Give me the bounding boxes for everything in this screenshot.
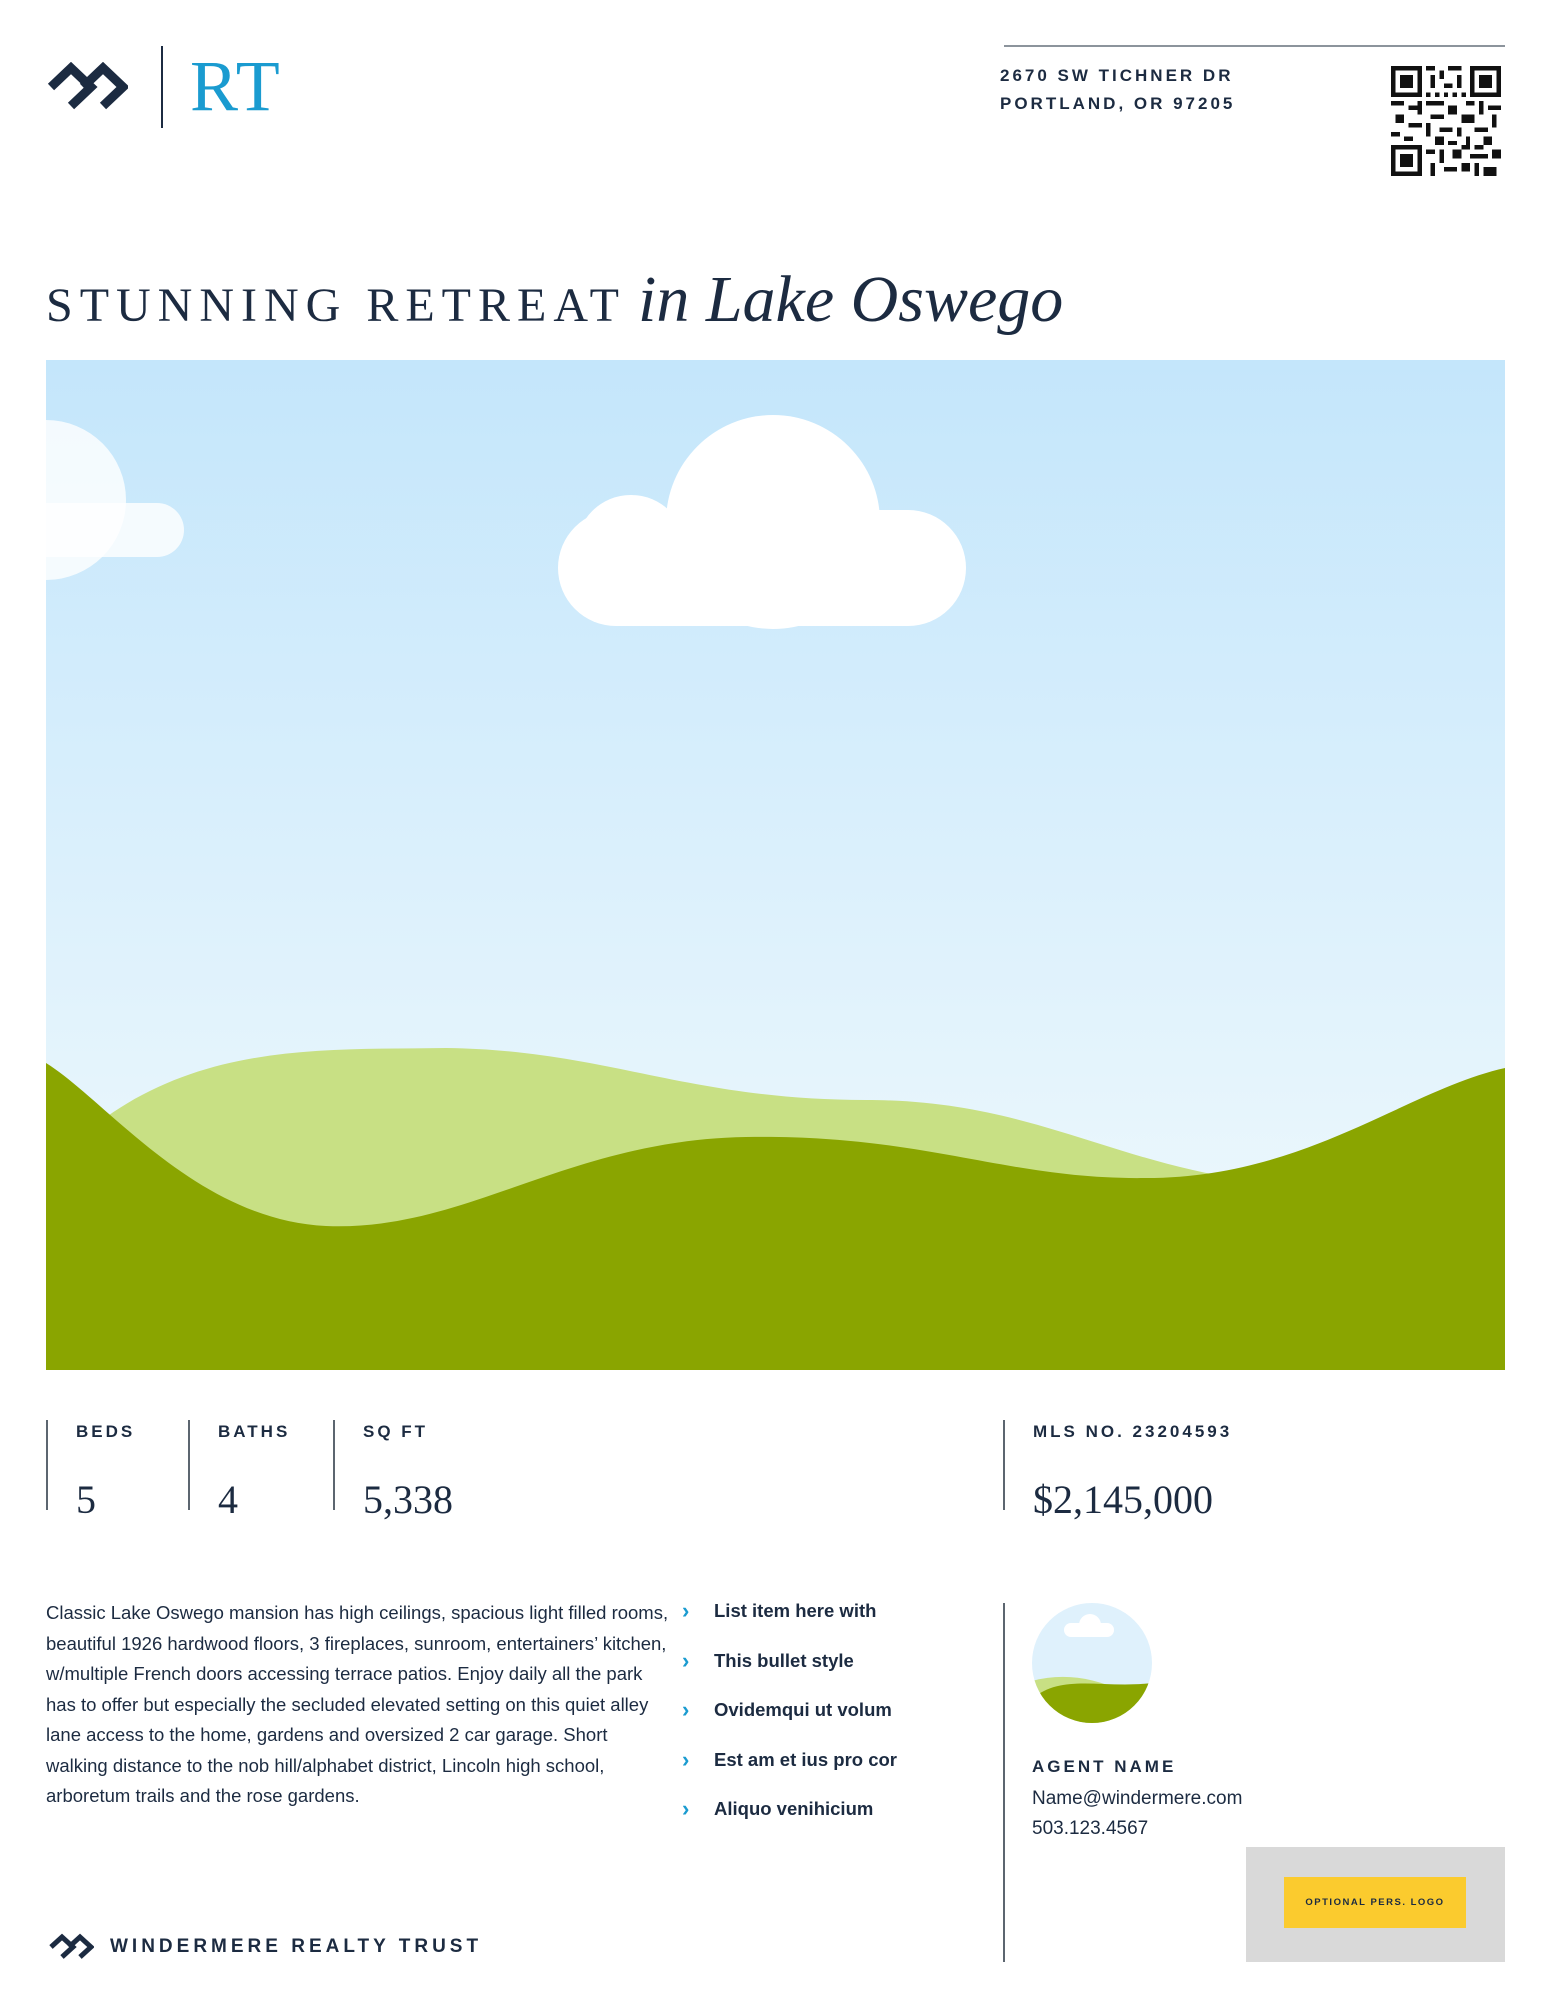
windermere-logo-icon [46, 62, 128, 112]
listing-price: $2,145,000 [1033, 1477, 1213, 1522]
company-name: WINDERMERE REALTY TRUST [110, 1936, 483, 1957]
sqft-value: 5,338 [363, 1477, 453, 1522]
property-hero-image [46, 360, 1505, 1370]
sqft-label: SQ FT [363, 1422, 429, 1441]
agent-contact [1032, 1784, 1254, 1844]
agent-name: AGENT NAME [1032, 1757, 1177, 1776]
list-item-text: This bullet style [714, 1649, 854, 1671]
address-rule [1004, 45, 1505, 47]
chevron-right-icon: › [682, 1598, 690, 1623]
list-item-text: Aliquo venihicium [714, 1798, 874, 1819]
list-item-text: List item here with [714, 1600, 877, 1621]
mls-number: MLS NO. 23204593 [1033, 1422, 1233, 1441]
beds-label: BEDS [76, 1422, 136, 1441]
title-script: in Lake Oswego [637, 263, 1064, 336]
baths-label: BATHS [218, 1422, 291, 1441]
baths-value: 4 [218, 1477, 238, 1522]
windermere-footer-logo-icon [48, 1933, 94, 1961]
list-item [682, 1745, 897, 1795]
optional-logo-box [1246, 1847, 1505, 1962]
beds-value: 5 [76, 1477, 96, 1522]
address-line-2: PORTLAND, OR 97205 [1000, 94, 1236, 113]
chevron-right-icon: › [682, 1697, 690, 1722]
title-caps: STUNNING RETREAT [46, 279, 626, 332]
list-item [682, 1596, 897, 1646]
listing-title [46, 262, 1063, 338]
chevron-right-icon: › [682, 1746, 690, 1772]
agent-phone[interactable]: 503.123.4567 [1032, 1818, 1149, 1839]
list-item [682, 1794, 897, 1844]
list-item [682, 1646, 897, 1696]
agent-avatar [1032, 1603, 1152, 1723]
feature-list [682, 1596, 897, 1844]
qr-code-icon[interactable] [1391, 66, 1501, 176]
list-item-text: Est am et ius pro cor [714, 1748, 897, 1770]
optional-logo-badge: OPTIONAL PERS. LOGO [1284, 1877, 1466, 1928]
rt-monogram: RT [190, 46, 282, 126]
chevron-right-icon: › [682, 1647, 690, 1673]
list-item [682, 1695, 897, 1745]
address-line-1: 2670 SW TICHNER DR [1000, 66, 1234, 85]
stat-baths [188, 1420, 291, 1522]
chevron-right-icon: › [682, 1796, 690, 1821]
stat-sqft [333, 1420, 453, 1522]
agent-divider [1003, 1603, 1005, 1962]
list-item-text: Ovidemqui ut volum [714, 1699, 892, 1720]
agent-email[interactable]: Name@windermere.com [1032, 1788, 1243, 1809]
stat-beds [46, 1420, 136, 1522]
property-address [1000, 62, 1235, 118]
logo-divider [161, 46, 163, 128]
stat-mls-price [1003, 1420, 1233, 1522]
property-description: Classic Lake Oswego mansion has high ceilings, spacious light filled rooms, beautiful 1926 hardwood floors, 3 fireplaces, sunroom, entertainers’ kitchen, w/multiple French doors accessing terrace patios. Enjoy daily all the park has to offer but especially the secluded elevated setting on this quiet alley lane access to the home, gardens and oversized 2 car garage. Short walking distance to the nob hill/alphabet district, Lincoln high school, arboretum trails and the rose gardens. [46, 1602, 669, 1806]
